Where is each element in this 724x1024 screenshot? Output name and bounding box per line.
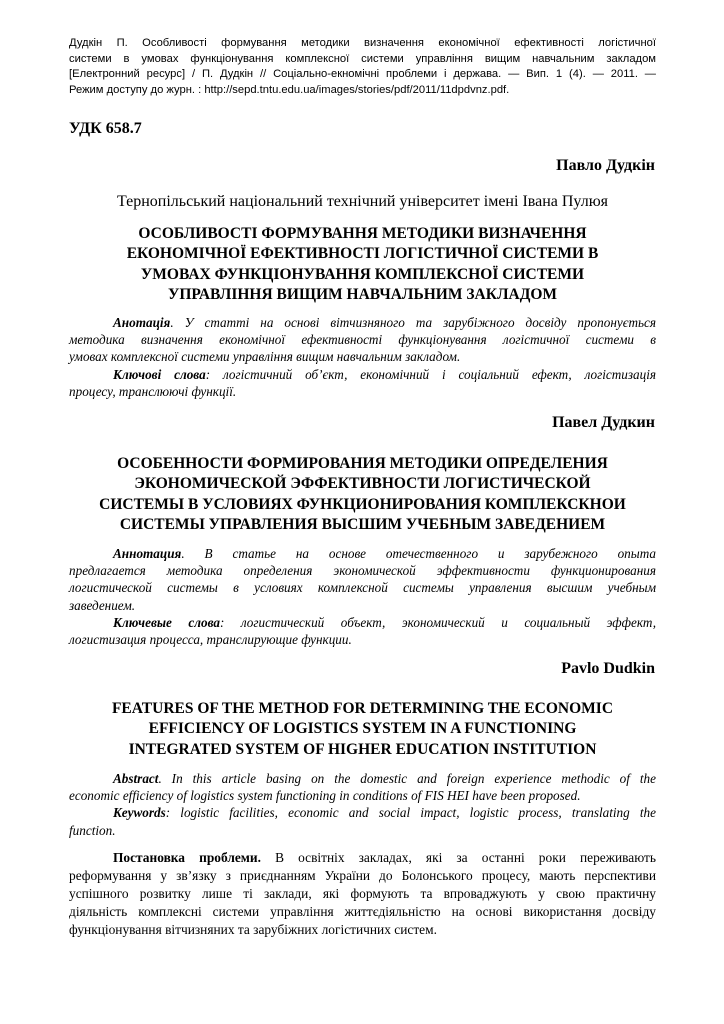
abstract-label: Аннотация bbox=[113, 546, 182, 561]
title-line: EFFICIENCY OF LOGISTICS SYSTEM IN A FUNCTIONING bbox=[148, 720, 577, 738]
abstract-ru bbox=[69, 545, 656, 648]
citation-line: системи в умовах функціонування комплексної системи управління вищим навчальним закладом bbox=[69, 52, 656, 65]
title-ua bbox=[69, 224, 656, 306]
title-line: ОСОБЕННОСТИ ФОРМИРОВАНИЯ МЕТОДИКИ ОПРЕДЕЛЕНИЯ bbox=[117, 455, 608, 472]
title-line: СИСТЕМЫ УПРАВЛЕНИЯ ВЫСШИМ УЧЕБНЫМ ЗАВЕДЕНИЕМ bbox=[119, 516, 606, 534]
citation-line: Дудкін П. Особливості формування методики визначення економічної ефективності логістичної bbox=[69, 37, 656, 49]
keywords-label: Ключевые слова bbox=[113, 614, 220, 630]
keywords-line: Keywords: logistic facilities, economic and social impact, logistic process, translating the bbox=[113, 805, 656, 821]
title-line: УМОВАХ ФУНКЦІОНУВАННЯ КОМПЛЕКСНОЇ СИСТЕМИ bbox=[140, 265, 585, 283]
keywords-line: процесу, транслюючі функції. bbox=[69, 383, 237, 399]
problem-statement-heading: Постановка проблеми. bbox=[113, 850, 261, 865]
abstract-line: Анотація. У статті на основі вітчизняного та зарубіжного досвіду пропонується bbox=[113, 315, 656, 330]
title-line: INTEGRATED SYSTEM OF HIGHER EDUCATION INSTITUTION bbox=[128, 740, 597, 758]
abstract-line: умовах комплексної системи управління вищим навчальним закладом. bbox=[69, 349, 461, 365]
abstract-line: логистической системы в условиях комплексной системы управления высшим учебным bbox=[69, 580, 656, 596]
keywords-line: function. bbox=[69, 822, 116, 838]
title-line: ЭКОНОМИЧЕСКОЙ ЭФФЕКТИВНОСТИ ЛОГИСТИЧЕСКОЙ bbox=[134, 475, 591, 493]
body-line: діяльність комплексні системи управління життєдіяльністю на основі використання досвіду bbox=[69, 904, 656, 919]
citation-header bbox=[69, 36, 656, 98]
title-ru bbox=[69, 454, 656, 536]
keywords-line: Ключові слова: логістичний об’єкт, економічний і соціальний ефект, логістизація bbox=[113, 366, 656, 382]
author-name-en: Pavlo Dudkin bbox=[561, 660, 655, 677]
affiliation: Тернопільський національний технічний університет імені Івана Пулюя bbox=[116, 193, 609, 210]
udc-code: УДК 658.7 bbox=[69, 120, 142, 137]
body-line: успішного розвитку лише ті заклади, які формують та впроваджують у свою практичну bbox=[69, 886, 656, 901]
abstract-line: Аннотация. В статье на основе отечественного и зарубежного опыта bbox=[113, 546, 656, 561]
abstract-line: предлагается методика определения экономической эффективности функционирования bbox=[69, 563, 656, 579]
title-line: ОСОБЛИВОСТІ ФОРМУВАННЯ МЕТОДИКИ ВИЗНАЧЕННЯ bbox=[138, 225, 587, 242]
title-line: FEATURES OF THE METHOD FOR DETERMINING THE ECONOMIC bbox=[111, 700, 614, 717]
abstract-line: economic efficiency of logistics system functioning in conditions of FIS HEI have been proposed. bbox=[69, 788, 581, 804]
title-line: СИСТЕМЫ В УСЛОВИЯХ ФУНКЦИОНИРОВАНИЯ КОМПЛЕКСКНОИ bbox=[99, 495, 626, 513]
keywords-line: Ключевые слова: логистический объект, экономический и социальный эффект, bbox=[113, 614, 656, 630]
abstract-line: Abstract. In this article basing on the domestic and foreign experience methodic of the bbox=[113, 771, 656, 786]
abstract-ua bbox=[69, 314, 656, 400]
abstract-en bbox=[69, 770, 656, 839]
author-name-ua: Павло Дудкін bbox=[556, 157, 655, 174]
title-en bbox=[69, 699, 656, 760]
body-line: Постановка проблеми. В освітніх закладах, які за останні роки переживають bbox=[113, 850, 656, 865]
citation-line: Режим доступу до журн. : http://sepd.tntu.edu.ua/images/stories/pdf/2011/11dpdvnz.pdf. bbox=[69, 83, 510, 96]
title-line: ЕКОНОМІЧНОЇ ЕФЕКТИВНОСТІ ЛОГІСТИЧНОЇ СИСТЕМИ В bbox=[126, 245, 599, 263]
title-line: УПРАВЛІННЯ ВИЩИМ НАВЧАЛЬНИМ ЗАКЛАДОМ bbox=[167, 286, 558, 304]
keywords-label: Keywords bbox=[113, 805, 166, 821]
abstract-label: Анотація bbox=[113, 315, 171, 330]
keywords-line: логистизация процесса, транслирующие функции. bbox=[69, 632, 352, 648]
body-line: функціонування вітчизняних та зарубіжних логістичних систем. bbox=[69, 922, 437, 937]
author-name-ru: Павел Дудкин bbox=[552, 414, 655, 431]
citation-line: [Електронний ресурс] / П. Дудкін // Соціально-екномічні проблеми і держава. — Вип. 1 (4). — 2011. — bbox=[69, 68, 656, 81]
abstract-line: заведением. bbox=[69, 597, 136, 613]
abstract-line: методика визначення економічної ефективності функціонування логістичної системи в bbox=[69, 332, 656, 348]
keywords-label: Ключові слова bbox=[113, 366, 206, 382]
abstract-label: Abstract bbox=[113, 771, 159, 786]
body-line: реформування у зв’язку з приєднанням України до Болонського процесу, мають перспективи bbox=[69, 868, 656, 883]
body-paragraph bbox=[69, 849, 656, 939]
